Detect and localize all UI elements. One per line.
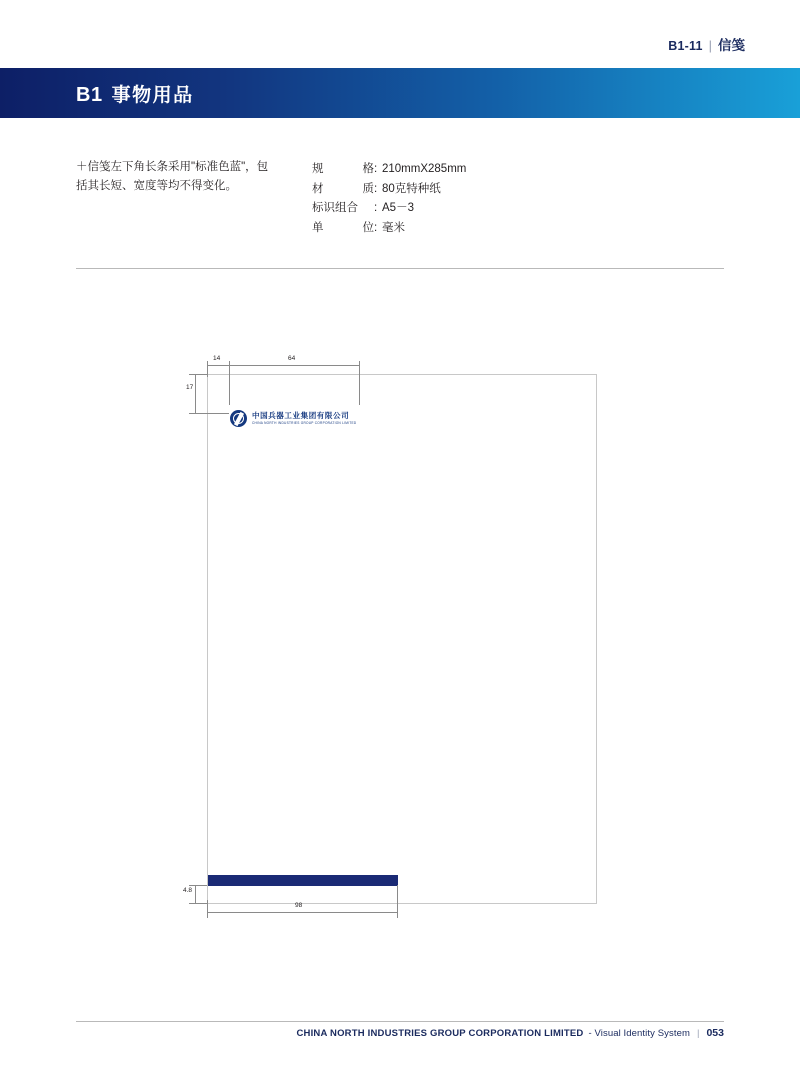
spec-row-logo-combination: [312, 199, 466, 219]
spec-value-material: 80克特种纸: [382, 182, 441, 195]
spec-label-unit-b: 位: [362, 221, 374, 234]
dim-line-left-vertical: [195, 374, 196, 413]
spec-value-logo-combination: A5－3: [382, 202, 414, 214]
section-title-code: B1: [76, 84, 103, 106]
spec-label-size-a: 规: [312, 163, 324, 175]
page-footer: [296, 1027, 724, 1039]
spec-value-unit: 毫米: [382, 221, 405, 234]
north-industries-logo-mark-icon: [230, 410, 247, 427]
dim-label-logo-top-offset: 17: [186, 384, 194, 391]
header-right-group: [668, 34, 745, 54]
spec-colon-logo-combination: :: [374, 202, 378, 214]
logo-name-cn: 中国兵器工业集团有限公司: [252, 411, 350, 421]
spec-colon-size: :: [374, 163, 378, 175]
header-section-code: B1-11: [668, 39, 703, 53]
spec-label-logo-combination: [312, 199, 374, 219]
spec-value-size: 210mmX285mm: [382, 163, 467, 175]
dim-line-bluebar-height: [195, 885, 196, 903]
spec-colon-unit: :: [374, 221, 378, 234]
spec-label-size: [312, 160, 374, 180]
dim-label-bluebar-width: 98: [295, 902, 303, 909]
spec-row-unit: [312, 219, 466, 239]
dim-line-bottom: [207, 912, 397, 913]
dim-tick-left-top: [189, 374, 207, 375]
footer-page-number: 053: [706, 1027, 724, 1039]
section-title-group: [76, 80, 194, 107]
letterhead-logo: [230, 410, 356, 427]
spec-label-material-a: 材: [312, 182, 324, 195]
dim-tick-top-logo-end: [359, 361, 360, 405]
spec-label-unit-a: 单: [312, 221, 324, 234]
letterhead-spec-drawing: [185, 355, 615, 925]
logo-text-group: [252, 412, 356, 425]
logo-name-en: CHINA NORTH INDUSTRIES GROUP CORPORATION LIMITED: [252, 420, 357, 425]
spec-colon-material: :: [374, 182, 378, 195]
footer-separator: |: [697, 1028, 700, 1039]
divider-top: [76, 268, 724, 269]
divider-bottom: [76, 1021, 724, 1022]
dim-tick-bluebar-top: [189, 885, 207, 886]
header-section-title: 信笺: [718, 38, 745, 53]
footer-subtitle: - Visual Identity System: [588, 1028, 690, 1039]
dim-label-bluebar-bottom-offset: 4.8: [183, 887, 193, 894]
letterhead-blue-bar: [208, 875, 398, 886]
dim-label-logo-left-offset: 14: [213, 355, 221, 362]
description-text: ＋信笺左下角长条采用"标准色蓝"，包括其长短、宽度等均不得变化。: [76, 161, 269, 192]
footer-company-name: CHINA NORTH INDUSTRIES GROUP CORPORATION LIMITED: [296, 1028, 584, 1039]
dim-tick-left-logo-baseline: [189, 413, 229, 414]
spec-row-material: [312, 180, 466, 200]
spec-label-size-b: 格: [362, 163, 374, 175]
dim-tick-bottom-left: [207, 900, 208, 918]
dim-label-logo-width: 64: [288, 355, 296, 362]
header-separator: |: [708, 38, 712, 53]
spec-label-unit: [312, 219, 374, 239]
spec-label-logo-combination-a: 标识组合: [312, 202, 358, 214]
dim-tick-top-left: [207, 361, 208, 377]
spec-label-material: [312, 180, 374, 200]
dim-tick-bottom-right: [397, 885, 398, 918]
page-header: [0, 0, 800, 68]
letterhead-sheet: [207, 374, 597, 904]
specification-list: [312, 160, 466, 238]
spec-row-size: [312, 160, 466, 180]
section-title-text: 事物用品: [111, 85, 194, 106]
spec-label-material-b: 质: [362, 182, 374, 195]
dim-tick-top-logo-start: [229, 361, 230, 405]
dim-tick-bluebar-bottom: [189, 903, 207, 904]
